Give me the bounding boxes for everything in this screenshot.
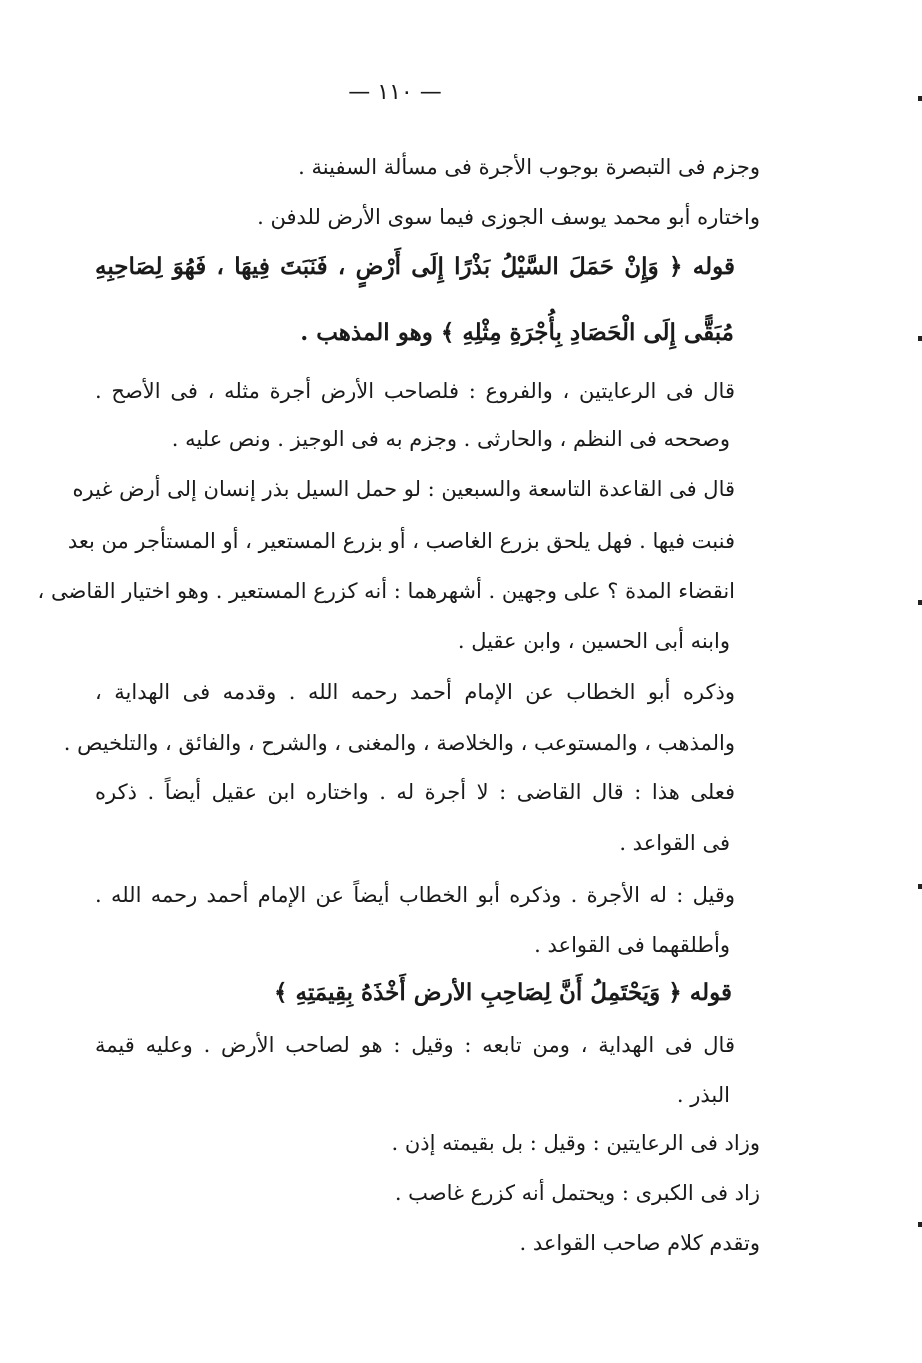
text-line: فى القواعد .	[619, 831, 730, 855]
binding-mark	[918, 600, 922, 605]
text-line: قال فى القاعدة التاسعة والسبعين : لو حمل السيل بذر إنسان إلى أرض غيره	[72, 477, 735, 501]
text-line: فعلى هذا : قال القاضى : لا أجرة له . واختاره ابن عقيل أيضاً . ذكره	[95, 780, 735, 804]
text-line: وزاد فى الرعايتين : وقيل : بل بقيمته إذن .	[391, 1131, 760, 1155]
page-number: — ١١٠ —	[348, 80, 442, 105]
binding-mark	[918, 336, 922, 341]
text-line: وابنه أبى الحسين ، وابن عقيل .	[457, 629, 730, 653]
text-line: قال فى الرعايتين ، والفروع : فلصاحب الأرض أجرة مثله ، فى الأصح .	[95, 379, 735, 403]
binding-mark	[918, 884, 922, 889]
text-line: قال فى الهداية ، ومن تابعه : وقيل : هو لصاحب الأرض . وعليه قيمة	[95, 1033, 735, 1057]
verse-line: قوله ﴿ وَإِنْ حَمَلَ السَّيْلُ بَذْرًا إِلَى أَرْضٍ ، فَنَبَتَ فِيهَا ، فَهُوَ لِصَاحِبِهِ	[95, 253, 735, 280]
text-line: وأطلقهما فى القواعد .	[534, 933, 730, 957]
text-line: والمذهب ، والمستوعب ، والخلاصة ، والمغنى ، والشرح ، والفائق ، والتلخيص .	[63, 731, 735, 755]
text-line: البذر .	[676, 1083, 730, 1107]
binding-mark	[918, 1222, 922, 1227]
text-line: وقيل : له الأجرة . وذكره أبو الخطاب أيضاً عن الإمام أحمد رحمه الله .	[95, 883, 735, 907]
text-line: زاد فى الكبرى : ويحتمل أنه كزرع غاصب .	[394, 1181, 760, 1205]
text-line: انقضاء المدة ؟ على وجهين . أشهرهما : أنه كزرع المستعير . وهو اختيار القاضى ،	[37, 579, 735, 603]
text-line: واختاره أبو محمد يوسف الجوزى فيما سوى الأرض للدفن .	[257, 205, 760, 229]
text-line: وتقدم كلام صاحب القواعد .	[519, 1231, 760, 1255]
verse-line: مُبَقًّى إِلَى الْحَصَادِ بِأُجْرَةِ مِثْلِهِ ﴾ وهو المذهب .	[300, 319, 734, 346]
text-line: وصححه فى النظم ، والحارثى . وجزم به فى الوجيز . ونص عليه .	[171, 427, 730, 451]
binding-mark	[918, 96, 922, 101]
text-line: فنبت فيها . فهل يلحق بزرع الغاصب ، أو بزرع المستعير ، أو المستأجر من بعد	[67, 529, 735, 553]
text-line: وذكره أبو الخطاب عن الإمام أحمد رحمه الله . وقدمه فى الهداية ،	[95, 680, 735, 704]
verse-line: قوله ﴿ وَيَحْتَمِلُ أَنَّ لِصَاحِبِ الأرض أَخْذَهُ بِقِيمَتِهِ ﴾	[274, 979, 732, 1006]
text-line: وجزم فى التبصرة بوجوب الأجرة فى مسألة السفينة .	[298, 155, 760, 179]
